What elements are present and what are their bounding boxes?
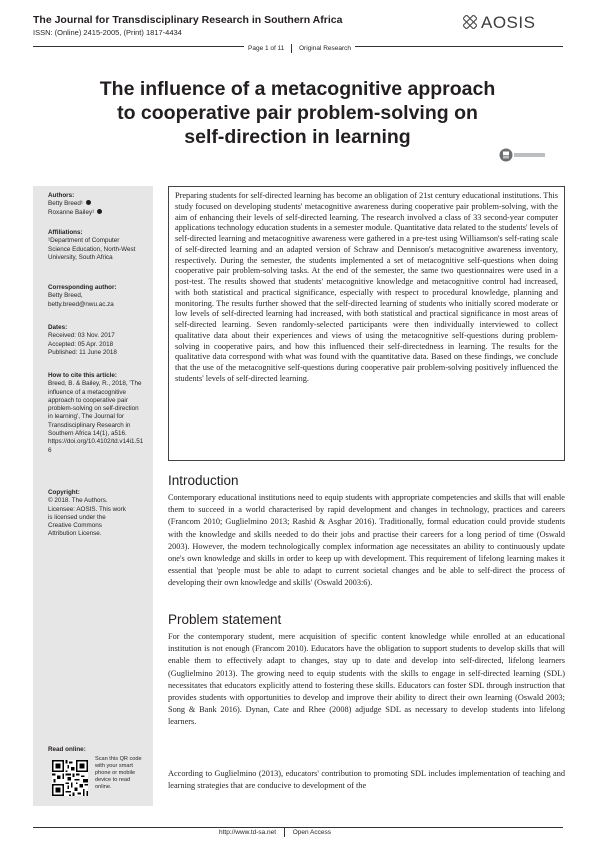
abstract-box — [168, 186, 565, 461]
article-title — [70, 77, 525, 149]
author-item — [48, 200, 148, 208]
affiliations-block — [48, 229, 148, 262]
crossmark-icon[interactable] — [499, 148, 547, 162]
dates-block — [48, 324, 148, 357]
corresponding-label: Corresponding author: — [48, 284, 117, 291]
cite-label: How to cite this article: — [48, 372, 117, 379]
qr-code-icon[interactable] — [52, 760, 88, 796]
title-line: The influence of a metacognitive approach — [99, 78, 496, 100]
author-item — [48, 209, 148, 217]
date-published: Published: 11 June 2018 — [48, 348, 117, 356]
date-accepted: Accepted: 05 Apr. 2018 — [48, 340, 114, 348]
section-heading-introduction: Introduction — [168, 473, 239, 488]
copyright-text: © 2018. The Authors. Licensee: AOSIS. This work is licensed under the Creative Commons Attribution License. — [48, 497, 126, 538]
copyright-block — [48, 489, 148, 539]
dates-label: Dates: — [48, 324, 68, 331]
section-heading-problem-statement: Problem statement — [168, 612, 282, 627]
publisher-logo[interactable] — [463, 13, 535, 33]
title-line: self-direction in learning — [184, 126, 411, 148]
introduction-text: Contemporary educational institutions need to equip students with appropriate competencies and skills that will enable them to succeed in a world characterised by rapid development and changes in technology, practices and careers (Francom 2010; Guglielmino 2013; Rashid & Asghar 2016). Traditionally, formal education could provide students with the knowledge and skills needed to do their jobs and practise their careers for a long period of time (Oswald 2003). However, the modern technologically complex information age necessitates an ability to continuously update one's own knowledge and skills in order to keep up with development. This requirement of lifelong learning makes it essential that 'people must be able to adapt to current societal changes and be able to self-direct the process of developing their own knowledge and skills' (Oswald 2003:6). — [168, 493, 565, 588]
corresponding-block — [48, 284, 148, 309]
orcid-icon[interactable] — [86, 200, 91, 205]
footer — [215, 828, 335, 837]
read-online-label: Read online: — [48, 746, 86, 753]
abstract-text: Preparing students for self-directed learning has become an obligation of 21st century educational institutions. This study focused on developing students' metacognitive awareness during cooperative pair problem-solving, with the aim of enhancing their levels of self-directed learning. The research involved a class of 33 second-year computer applications technology education students in a semester module. Quantitative data related to the students' levels of self-directed learning and metacognitive awareness were gathered in a pre-test using Williamson's self-rating scale of self-directed learning and an adapted version of Schraw and Dennison's metacognitive awareness inventory, respectively. During the semester, the students implemented a set of metacognitive self-questions when doing cooperative pair problem-solving tasks. At the end of the semester, the same two questionnaires were used in a post-test. The results showed that students' metacognitive knowledge and metacognitive control had increased, with both statistical and practical significance, especially with respect to procedural knowledge, planning and monitoring. The results further showed that the self-directed learning of students who initially scored moderate or low levels of self-directed learning had increased, with both statistical and practical significance in most areas of self-directed learning. Seven randomly-selected participants were then individually interviewed to collect qualitative data about their experiences and views of using the metacognitive self-questions during problem-solving in cooperative pairs, and how this influenced their self-directedness in learning. The results for the qualitative data correspond with what was found with the quantitative data. Based on these findings, we conclude that the use of the metacognitive self-questions during cooperative pair problem-solving positively influenced the students' levels of self-directed learning. — [175, 191, 558, 383]
problem-statement-text: For the contemporary student, mere acquisition of specific content knowledge while enrolled at an educational institution is not enough (Francom 2010). Educators have the obligation to support students to develop skills that will enable them to effectively adapt to changes, stay up to date and develop into self-directed, lifelong learners (Guglielmino 2013). The growing need to equip students with the skills to engage in self-directed learning (SDL) necessitates that educators explicitly attend to fostering these skills. Educators can foster SDL through instruction that provides students with opportunities to develop and improve their ability to direct their own learning (Oswald 2003; Song & Bank 2016). Dynan, Cate and Rhee (2008) adjudge SDL as necessary to develop students into lifelong learners. — [168, 632, 565, 727]
copyright-label: Copyright: — [48, 489, 80, 496]
brand-name: AOSIS — [481, 13, 536, 32]
authors-label: Authors: — [48, 192, 75, 199]
open-access-label: Open Access — [292, 829, 331, 836]
author-name: Roxanne Bailey¹ — [48, 208, 95, 216]
page-number: Page 1 of 11 — [248, 45, 285, 52]
cite-text[interactable]: Breed, B. & Bailey, R., 2018, 'The influence of a metacognitive approach to cooperative pair problem-solving on self-direction in learning', The Journal for Transdisciplinary Research in Southern Africa 14(1), a516. https://doi.org/10.4102/td.v14i1.516 — [48, 380, 144, 454]
header-separator — [291, 44, 292, 53]
footer-separator — [284, 828, 285, 837]
affiliation-text: ¹Department of Computer Science Education, North-West University, South Africa — [48, 237, 136, 261]
corresponding-name: Betty Breed, — [48, 292, 83, 300]
affiliations-label: Affiliations: — [48, 229, 83, 236]
cite-block — [48, 372, 148, 455]
authors-block — [48, 192, 148, 217]
journal-url[interactable]: http://www.td-sa.net — [219, 829, 277, 836]
issn: ISSN: (Online) 2415-2005, (Print) 1817-4434 — [33, 28, 182, 37]
header-meta — [244, 44, 355, 53]
orcid-icon[interactable] — [97, 209, 102, 214]
date-received: Received: 03 Nov. 2017 — [48, 332, 115, 340]
problem-statement-text-2: According to Guglielmino (2013), educators' contribution to promoting SDL includes implementation of teaching and learning strategies that are conducive to development of the — [168, 769, 565, 791]
author-name: Betty Breed¹ — [48, 200, 83, 208]
journal-title: The Journal for Transdisciplinary Research in Southern Africa — [33, 14, 343, 26]
title-line: to cooperative pair problem-solving on — [117, 102, 478, 124]
scan-instruction: Scan this QR code with your smart phone or mobile device to read online. — [95, 756, 142, 790]
corresponding-email[interactable]: betty.breed@nwu.ac.za — [48, 300, 114, 308]
aosis-logo-icon — [463, 15, 477, 29]
article-type: Original Research — [298, 45, 352, 52]
